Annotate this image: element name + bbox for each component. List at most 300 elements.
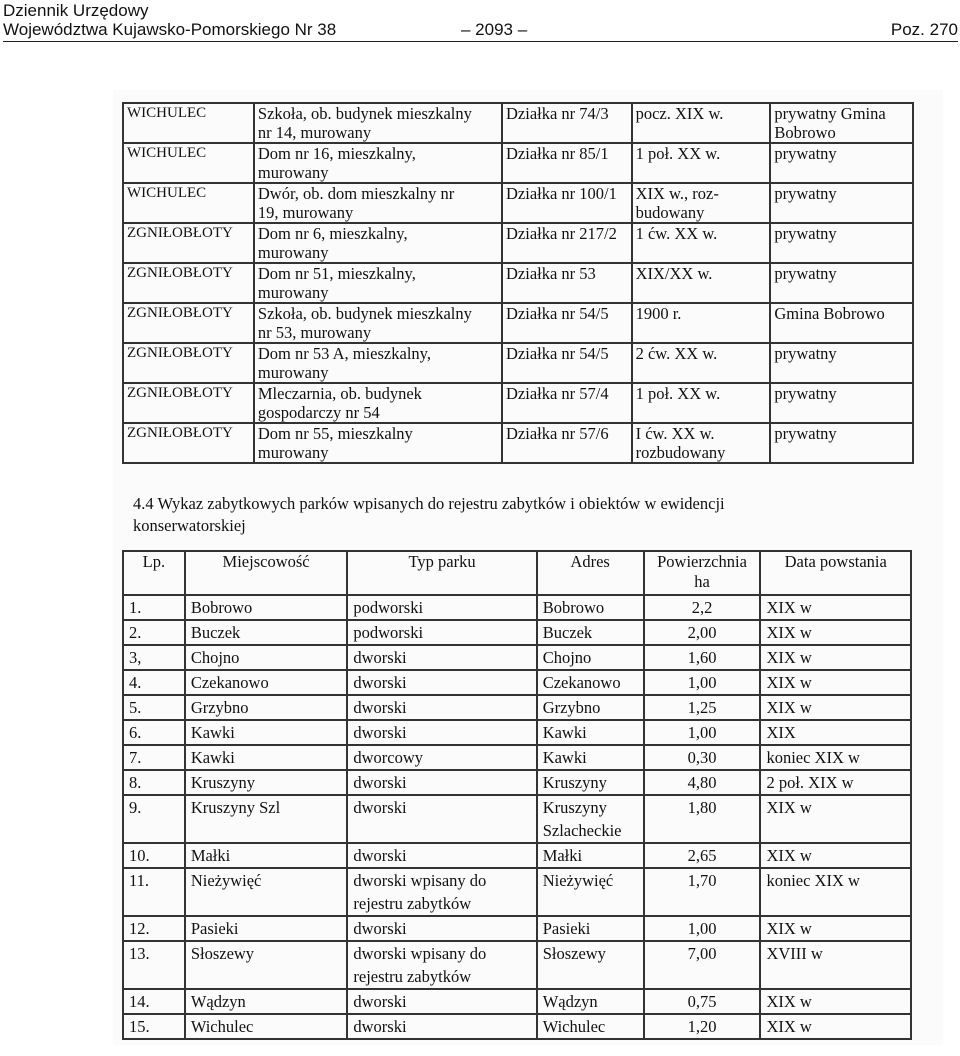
area-cell (644, 645, 761, 670)
plot-cell-text: Działka nr 85/1 (506, 144, 609, 163)
owner-cell-text: prywatny Gmina (774, 104, 886, 123)
type-cell (347, 1014, 536, 1039)
owner-cell-text: prywatny (774, 184, 837, 203)
date-cell (760, 720, 911, 745)
address-cell (537, 595, 644, 620)
type-cell-text: dworski (353, 992, 407, 1011)
address-cell (537, 720, 644, 745)
type-cell-text: podworski (353, 598, 424, 617)
page-number: – 2093 – (461, 20, 528, 39)
address-cell-text: Kawki (542, 723, 587, 742)
locality-cell (123, 383, 254, 423)
date-cell-text: XIX w (766, 798, 812, 817)
place-cell-text: Kawki (190, 748, 235, 767)
lp-cell-text: 11. (129, 871, 150, 890)
area-cell-text: 2,65 (687, 846, 717, 865)
area-cell (644, 989, 761, 1014)
type-cell-text: rejestru zabytków (353, 967, 472, 986)
lp-cell (123, 620, 185, 645)
type-cell (347, 620, 536, 645)
plot-cell (502, 423, 632, 463)
table-row (123, 303, 913, 343)
dating-cell-text: 1 ćw. XX w. (635, 224, 718, 243)
address-cell (537, 795, 644, 843)
owner-cell (770, 263, 913, 303)
owner-cell-text: prywatny (774, 144, 837, 163)
address-cell-text: Nieżywięć (542, 871, 614, 890)
date-cell (760, 620, 911, 645)
description-cell (254, 223, 502, 263)
table-row (123, 343, 913, 383)
place-cell (185, 720, 348, 745)
locality-cell-text: WICHULEC (127, 105, 207, 121)
description-cell (254, 383, 502, 423)
lp-cell (123, 645, 185, 670)
owner-cell-text: Gmina Bobrowo (774, 304, 885, 323)
description-cell (254, 423, 502, 463)
place-cell-text: Grzybno (190, 698, 249, 717)
date-cell-text: XIX w (766, 846, 812, 865)
description-cell-text: Dwór, ob. dom mieszkalny nr (257, 184, 455, 203)
date-cell (760, 670, 911, 695)
locality-cell (123, 423, 254, 463)
locality-cell (123, 143, 254, 183)
address-cell-text: Chojno (542, 648, 592, 667)
table-row (123, 695, 911, 720)
header-lp: Lp. (123, 551, 185, 595)
type-cell (347, 916, 536, 941)
lp-cell-text: 15. (129, 1017, 150, 1036)
place-cell (185, 868, 348, 916)
place-cell-text: Bobrowo (190, 598, 253, 617)
locality-cell-text: ZGNIŁOBŁOTY (127, 385, 233, 401)
header-type: Typ parku (347, 551, 536, 595)
area-cell (644, 916, 761, 941)
plot-cell (502, 103, 632, 143)
place-cell-text: Małki (190, 846, 231, 865)
type-cell-text: dworski (353, 798, 407, 817)
section-title: 4.4 Wykaz zabytkowych parków wpisanych do rejestru zabytków i obiektów w ewidencji konserwatorskiej (133, 494, 725, 535)
type-cell-text: dworcowy (353, 748, 424, 767)
area-cell-text: 1,60 (687, 648, 717, 667)
address-cell-text: Słoszewy (542, 944, 606, 963)
address-cell-text: Wądzyn (542, 992, 598, 1011)
date-cell-text: XIX (766, 723, 796, 742)
place-cell (185, 620, 348, 645)
type-cell (347, 720, 536, 745)
area-cell (644, 795, 761, 843)
address-cell-text: Buczek (542, 623, 593, 642)
locality-cell-text: ZGNIŁOBŁOTY (127, 265, 233, 281)
lp-cell-text: 3, (129, 648, 142, 667)
area-cell (644, 745, 761, 770)
header-date: Data powstania (760, 551, 911, 595)
table-row (123, 595, 911, 620)
journal-subtitle: Województwa Kujawsko-Pomorskiego Nr 38 (3, 20, 337, 39)
place-cell-text: Kruszyny (190, 773, 255, 792)
description-cell-text: Szkoła, ob. budynek mieszkalny (257, 304, 472, 323)
date-cell-text: XIX w (766, 698, 812, 717)
lp-cell-text: 10. (129, 846, 150, 865)
description-cell-text: Dom nr 53 A, mieszkalny, (257, 344, 431, 363)
table-row (123, 223, 913, 263)
dating-cell (632, 183, 771, 223)
place-cell (185, 595, 348, 620)
date-cell-text: XIX w (766, 992, 812, 1011)
table-row (123, 383, 913, 423)
date-cell (760, 843, 911, 868)
table-row (123, 1014, 911, 1039)
type-cell (347, 595, 536, 620)
plot-cell-text: Działka nr 57/4 (506, 384, 609, 403)
table-row (123, 941, 911, 989)
place-cell (185, 989, 348, 1014)
type-cell-text: podworski (353, 623, 424, 642)
locality-cell (123, 183, 254, 223)
date-cell (760, 989, 911, 1014)
lp-cell (123, 745, 185, 770)
place-cell (185, 941, 348, 989)
address-cell-text: Kruszyny (542, 773, 607, 792)
table-row (123, 868, 911, 916)
area-cell-text: 1,00 (687, 919, 717, 938)
area-cell-text: 0,75 (687, 992, 717, 1011)
owner-cell-text: prywatny (774, 264, 837, 283)
area-cell (644, 868, 761, 916)
plot-cell-text: Działka nr 100/1 (506, 184, 617, 203)
lp-cell (123, 941, 185, 989)
date-cell (760, 1014, 911, 1039)
locality-cell-text: WICHULEC (127, 145, 207, 161)
address-cell-text: Czekanowo (542, 673, 621, 692)
description-cell-text: murowany (257, 363, 329, 382)
place-cell-text: Wądzyn (190, 992, 246, 1011)
date-cell-text: XVIII w (766, 944, 823, 963)
lp-cell-text: 9. (129, 798, 142, 817)
table-row (123, 795, 911, 843)
description-cell-text: Dom nr 6, mieszkalny, (257, 224, 408, 243)
type-cell-text: dworski (353, 919, 407, 938)
place-cell-text: Słoszewy (190, 944, 255, 963)
lp-cell (123, 1014, 185, 1039)
address-cell (537, 868, 644, 916)
type-cell-text: dworski (353, 698, 407, 717)
owner-cell-text: Bobrowo (774, 123, 836, 142)
place-cell (185, 695, 348, 720)
area-cell (644, 770, 761, 795)
date-cell (760, 745, 911, 770)
plot-cell (502, 343, 632, 383)
place-cell (185, 795, 348, 843)
description-cell (254, 143, 502, 183)
table-row (123, 989, 911, 1014)
type-cell-text: dworski (353, 846, 407, 865)
description-cell-text: nr 14, murowany (257, 123, 372, 142)
dating-cell-text: I ćw. XX w. (635, 424, 715, 443)
area-cell-text: 4,80 (687, 773, 717, 792)
description-cell-text: Szkoła, ob. budynek mieszkalny (257, 104, 472, 123)
position-number: Poz. 270 (890, 20, 958, 39)
dating-cell-text: 1 poł. XX w. (635, 144, 721, 163)
type-cell-text: rejestru zabytków (353, 894, 472, 913)
dating-cell-text: 1900 r. (635, 304, 682, 323)
lp-cell (123, 595, 185, 620)
table-row (123, 263, 913, 303)
lp-cell (123, 670, 185, 695)
type-cell-text: dworski (353, 773, 407, 792)
description-cell (254, 263, 502, 303)
lp-cell-text: 14. (129, 992, 150, 1011)
locality-cell-text: ZGNIŁOBŁOTY (127, 305, 233, 321)
locality-cell-text: WICHULEC (127, 185, 207, 201)
date-cell-text: 2 poł. XIX w (766, 773, 854, 792)
owner-cell (770, 303, 913, 343)
address-cell (537, 843, 644, 868)
place-cell-text: Kawki (190, 723, 235, 742)
place-cell-text: Kruszyny Szl (190, 798, 281, 817)
locality-cell-text: ZGNIŁOBŁOTY (127, 225, 233, 241)
description-cell-text: Dom nr 16, mieszkalny, (257, 144, 416, 163)
dating-cell-text: 2 ćw. XX w. (635, 344, 718, 363)
header-area: Powierzchnia ha (644, 551, 761, 595)
lp-cell-text: 4. (129, 673, 142, 692)
area-cell (644, 843, 761, 868)
owner-cell (770, 343, 913, 383)
address-cell (537, 916, 644, 941)
address-cell-text: Bobrowo (542, 598, 605, 617)
date-cell-text: XIX w (766, 598, 812, 617)
area-cell (644, 670, 761, 695)
date-cell (760, 595, 911, 620)
parks-table (122, 550, 912, 1040)
plot-cell-text: Działka nr 217/2 (506, 224, 617, 243)
plot-cell-text: Działka nr 57/6 (506, 424, 609, 443)
lp-cell-text: 2. (129, 623, 142, 642)
area-cell (644, 720, 761, 745)
date-cell-text: koniec XIX w (766, 748, 860, 767)
dating-cell (632, 103, 771, 143)
date-cell-text: XIX w (766, 648, 812, 667)
type-cell (347, 770, 536, 795)
place-cell-text: Chojno (190, 648, 240, 667)
type-cell-text: dworski (353, 1017, 407, 1036)
type-cell-text: dworski (353, 673, 407, 692)
type-cell (347, 695, 536, 720)
owner-cell-text: prywatny (774, 344, 837, 363)
area-cell-text: 2,2 (691, 598, 713, 617)
place-cell-text: Czekanowo (190, 673, 269, 692)
plot-cell (502, 223, 632, 263)
date-cell-text: koniec XIX w (766, 871, 860, 890)
lp-cell-text: 8. (129, 773, 142, 792)
place-cell (185, 745, 348, 770)
table-row (123, 143, 913, 183)
header-address: Adres (537, 551, 644, 595)
type-cell (347, 941, 536, 989)
table-row (123, 620, 911, 645)
area-cell-text: 1,20 (687, 1017, 717, 1036)
dating-cell (632, 143, 771, 183)
description-cell-text: Dom nr 55, mieszkalny (257, 424, 413, 443)
address-cell (537, 989, 644, 1014)
lp-cell (123, 989, 185, 1014)
area-cell-text: 2,00 (687, 623, 717, 642)
description-cell-text: murowany (257, 163, 329, 182)
date-cell (760, 645, 911, 670)
table-row (123, 770, 911, 795)
place-cell (185, 645, 348, 670)
date-cell (760, 795, 911, 843)
area-cell-text: 1,70 (687, 871, 717, 890)
area-cell (644, 695, 761, 720)
address-cell-text: Kruszyny (542, 798, 607, 817)
type-cell-text: dworski wpisany do (353, 944, 487, 963)
area-cell-text: 1,00 (687, 723, 717, 742)
description-cell-text: Mleczarnia, ob. budynek (257, 384, 422, 403)
header-place: Miejscowość (185, 551, 348, 595)
type-cell (347, 868, 536, 916)
plot-cell (502, 183, 632, 223)
place-cell (185, 670, 348, 695)
owner-cell (770, 383, 913, 423)
date-cell (760, 916, 911, 941)
description-cell (254, 183, 502, 223)
owner-cell (770, 143, 913, 183)
type-cell (347, 843, 536, 868)
type-cell-text: dworski (353, 723, 407, 742)
locality-cell-text: ZGNIŁOBŁOTY (127, 345, 233, 361)
type-cell (347, 645, 536, 670)
place-cell-text: Buczek (190, 623, 241, 642)
plot-cell (502, 383, 632, 423)
table-row (123, 843, 911, 868)
description-cell-text: murowany (257, 443, 329, 462)
area-cell-text: 1,00 (687, 673, 717, 692)
dating-cell-text: XIX w., roz- (635, 184, 719, 203)
dating-cell-text: budowany (635, 203, 705, 222)
type-cell (347, 989, 536, 1014)
dating-cell (632, 343, 771, 383)
table-row (123, 103, 913, 143)
dating-cell-text: pocz. XIX w. (635, 104, 724, 123)
lp-cell (123, 770, 185, 795)
place-cell (185, 916, 348, 941)
type-cell (347, 745, 536, 770)
lp-cell-text: 7. (129, 748, 142, 767)
type-cell-text: dworski wpisany do (353, 871, 487, 890)
lp-cell-text: 1. (129, 598, 142, 617)
address-cell (537, 695, 644, 720)
locality-cell (123, 343, 254, 383)
table-row (123, 916, 911, 941)
address-cell-text: Szlacheckie (542, 821, 622, 840)
owner-cell-text: prywatny (774, 424, 837, 443)
description-cell (254, 343, 502, 383)
parks-header-row (123, 551, 911, 595)
area-cell-text: 1,25 (687, 698, 717, 717)
address-cell-text: Wichulec (542, 1017, 606, 1036)
table-row (123, 423, 913, 463)
dating-cell (632, 223, 771, 263)
date-cell (760, 770, 911, 795)
address-cell (537, 645, 644, 670)
description-cell-text: murowany (257, 243, 329, 262)
place-cell (185, 1014, 348, 1039)
address-cell (537, 670, 644, 695)
date-cell (760, 868, 911, 916)
dating-cell (632, 423, 771, 463)
area-cell (644, 620, 761, 645)
lp-cell (123, 916, 185, 941)
owner-cell (770, 183, 913, 223)
address-cell-text: Kawki (542, 748, 587, 767)
lp-cell-text: 5. (129, 698, 142, 717)
plot-cell-text: Działka nr 54/5 (506, 304, 609, 323)
dating-cell (632, 263, 771, 303)
type-cell-text: dworski (353, 648, 407, 667)
description-cell-text: murowany (257, 283, 329, 302)
table-row (123, 745, 911, 770)
description-cell-text: gospodarczy nr 54 (257, 403, 380, 422)
dating-cell (632, 383, 771, 423)
date-cell-text: XIX w (766, 673, 812, 692)
type-cell (347, 670, 536, 695)
plot-cell-text: Działka nr 54/5 (506, 344, 609, 363)
area-cell-text: 1,80 (687, 798, 717, 817)
page-header (3, 0, 958, 42)
place-cell (185, 770, 348, 795)
monuments-table (122, 102, 914, 464)
address-cell-text: Grzybno (542, 698, 601, 717)
lp-cell-text: 13. (129, 944, 150, 963)
locality-cell-text: ZGNIŁOBŁOTY (127, 425, 233, 441)
date-cell-text: XIX w (766, 623, 812, 642)
date-cell-text: XIX w (766, 919, 812, 938)
owner-cell-text: prywatny (774, 224, 837, 243)
dating-cell-text: rozbudowany (635, 443, 726, 462)
address-cell (537, 745, 644, 770)
description-cell-text: Dom nr 51, mieszkalny, (257, 264, 416, 283)
table-row (123, 645, 911, 670)
type-cell (347, 795, 536, 843)
owner-cell (770, 423, 913, 463)
plot-cell-text: Działka nr 74/3 (506, 104, 609, 123)
dating-cell (632, 303, 771, 343)
locality-cell (123, 263, 254, 303)
date-cell (760, 941, 911, 989)
lp-cell (123, 843, 185, 868)
description-cell-text: 19, murowany (257, 203, 354, 222)
owner-cell-text: prywatny (774, 384, 837, 403)
date-cell (760, 695, 911, 720)
place-cell (185, 843, 348, 868)
table-row (123, 720, 911, 745)
place-cell-text: Wichulec (190, 1017, 254, 1036)
owner-cell (770, 223, 913, 263)
area-cell (644, 941, 761, 989)
lp-cell (123, 695, 185, 720)
area-cell-text: 0,30 (687, 748, 717, 767)
lp-cell-text: 6. (129, 723, 142, 742)
description-cell (254, 103, 502, 143)
plot-cell (502, 143, 632, 183)
table-row (123, 670, 911, 695)
locality-cell (123, 303, 254, 343)
lp-cell (123, 795, 185, 843)
description-cell-text: nr 53, murowany (257, 323, 372, 342)
address-cell (537, 1014, 644, 1039)
date-cell-text: XIX w (766, 1017, 812, 1036)
